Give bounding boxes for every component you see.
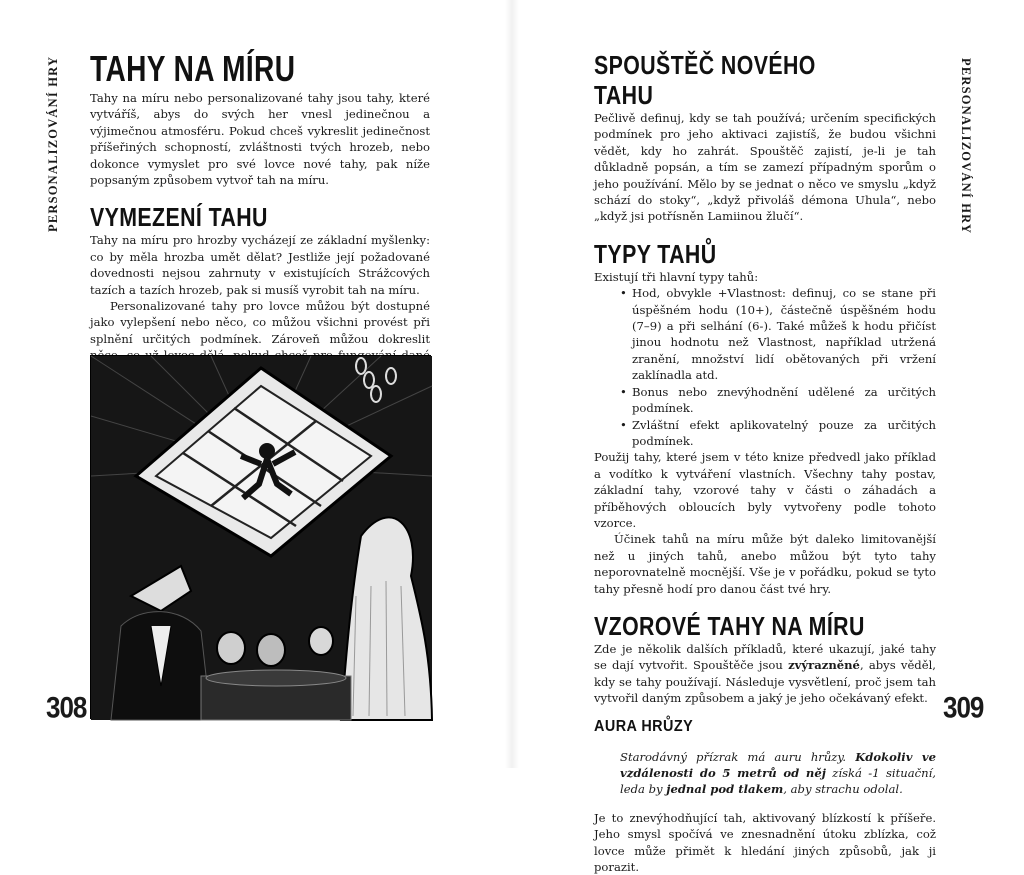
section-title-vymezeni: VYMEZENÍ TAHU	[90, 202, 268, 233]
aura-text-3: , aby strachu odolal.	[783, 782, 903, 797]
examples-intro	[594, 641, 936, 707]
examples-intro-text: Zde je několik dalších příkladů, které ukazují, jaké tahy se dají vytvořit. Spouštěče jsou	[594, 641, 936, 673]
left-page-number: 308	[46, 689, 87, 725]
paragraph-2: Personalizované tahy pro lovce můžou být dostupné jako vylepšení nebo něco, co můžou všichni provést při splnění určitých podmínek. Zároveň můžou dokreslit	[90, 299, 430, 346]
left-running-header: PERSONALIZOVÁNÍ HRY	[46, 55, 60, 232]
types-list	[620, 285, 936, 449]
aura-trigger-2: jednal pod tlakem	[666, 782, 784, 797]
types-paragraph-2: Účinek tahů na míru může být daleko limitovanější než u jiných tahů, anebo můžou být tyto tahy neporovnatelně mocnější. Vše je v pořádku, pokud se tyto tahy přesně hodí pro danou část tvé hry.	[594, 532, 936, 596]
aura-trigger-1: Kdokoliv ve vzdálenosti do 5 metrů od něj	[620, 749, 936, 780]
left-text-column	[90, 50, 430, 380]
section-title-typy: TYPY TAHŮ	[594, 238, 717, 269]
right-page-number: 309	[943, 689, 984, 725]
examples-intro-bold: zvýrazněné	[788, 658, 860, 673]
section-title-spoustec: SPOUŠTĚČ NOVÉHO TAHU	[594, 50, 816, 110]
examples-intro-text-2: , abys věděl, kdy se tahy používají. Následuje vysvětlení, proč jsem tah vytvořil daným způsobem a jaký je jeho očekávaný efekt.	[594, 658, 936, 706]
aura-text-1: Starodávný přízrak má auru hrůzy.	[620, 749, 856, 764]
aura-explanation: Je to znevýhodňující tah, aktivovaný blízkostí k příšeře. Jeho smysl spočívá ve znesnadnění útoku zblízka, což lovce může přimět k hledání jiných způsobů, jak ji porazit.	[594, 810, 936, 875]
types-intro: Existují tři hlavní typy tahů:	[594, 269, 759, 284]
aura-move-text	[620, 749, 936, 798]
types-list-item: • Zvláštní efekt aplikovatelný pouze za určitých podmínek.	[620, 417, 936, 450]
types-list-item: • Hod, obvykle +Vlastnost: definuj, co se stane při úspěšném hodu (10+), částečně úspěšném hodu (7–9) a při selhání (6-). Také můžeš k hodu přičíst jinou hodnotu než Vlastnost, například utržená zranění, množství lidí obětovaných při vržení zaklínadla atd.	[620, 285, 936, 383]
monster-bar-illustration	[90, 355, 431, 719]
book-gutter	[505, 0, 519, 768]
right-running-header: PERSONALIZOVÁNÍ HRY	[959, 58, 973, 235]
types-paragraph-1: Použij tahy, které jsem v této knize předvedl jako příklad a vodítko k vytváření vlastních. Všechny tahy postav, základní tahy, vzorové tahy v části o záhadách a příběhových obloucích byly vytvořeny podle tohoto vzorce.	[594, 450, 936, 530]
paragraph-1: Tahy na míru pro hrozby vycházejí ze základní myšlenky: co by měla hrozba umět dělat? Jestliže její požadované dovednosti nejsou zahrnuty v existujících Strážcových tazích a tazích hrozeb, pak si musíš vyrobit tah na míru.	[90, 233, 430, 297]
aura-text-2: získá -1 situační, leda by	[620, 766, 936, 797]
trigger-paragraph: Pečlivě definuj, kdy se tah používá; určením specifických podmínek pro jeho aktivaci zajistíš, že budou všichni vědět, kdy ho zahrát. Spouštěč zajistí, je-li je tah důkladně popsán, a tím se zamezí případným sporům o jeho používání. Mělo by se jednat o něco ve smyslu „když schází do stoky“, „když přivoláš démona Uhula“, nebo „když jsi potřísněn Lamiinou žlučí“.	[594, 111, 936, 224]
types-list-item: • Bonus nebo znevýhodnění udělené za určitých podmínek.	[620, 384, 936, 417]
section-title-vzorove: VZOROVÉ TAHY NA MÍRU	[594, 610, 865, 641]
chapter-title: TAHY NA MÍRU	[90, 48, 296, 89]
intro-paragraph: Tahy na míru nebo personalizované tahy jsou tahy, které vytváříš, abys do svých her vnesl jedinečnou a výjimečnou atmosféru. Pokud chceš vykreslit jedinečnost příšeřiných schopností, zvláštnosti tvých hrozeb, nebo dokonce vymyslet pro své lovce nové tahy, pak níže popsaným způsobem vytvoř tah na míru.	[90, 91, 430, 188]
move-title-aura: AURA HRŮZY	[594, 717, 694, 735]
illustration-svg	[91, 356, 432, 720]
right-text-column	[594, 50, 936, 875]
